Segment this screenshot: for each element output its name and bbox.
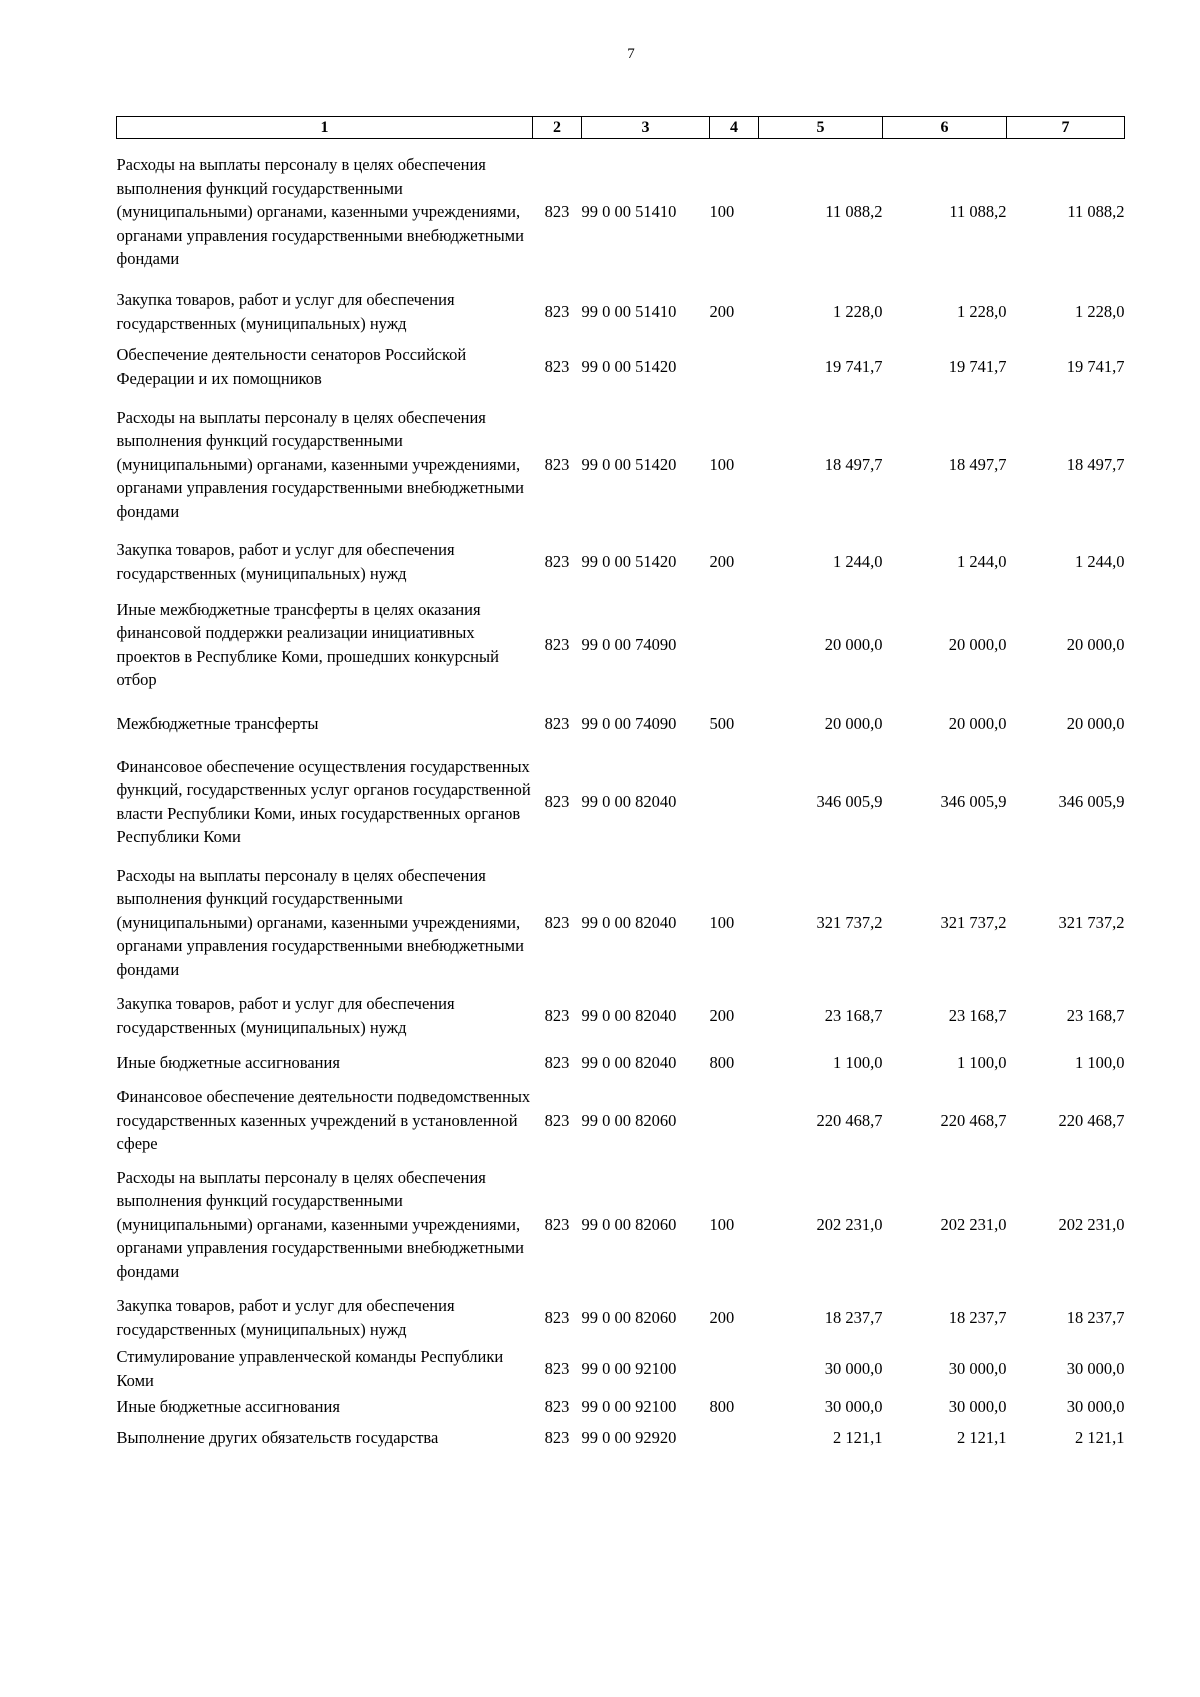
department-code: 823 <box>544 454 570 474</box>
column-header: 1 <box>117 117 533 139</box>
department-code: 823 <box>544 1307 570 1327</box>
target-article-code: 99 0 00 82040 <box>581 791 677 811</box>
amount-column-7: 20 000,0 <box>1066 713 1125 733</box>
target-article-code: 99 0 00 82040 <box>581 912 677 932</box>
amount-column-7: 30 000,0 <box>1066 1396 1125 1416</box>
row-description: Иные бюджетные ассигнования <box>116 1396 340 1416</box>
target-article-code: 99 0 00 82060 <box>581 1214 677 1234</box>
amount-column-6: 30 000,0 <box>948 1396 1007 1416</box>
column-header: 4 <box>710 117 759 139</box>
amount-column-6: 18 237,7 <box>948 1307 1007 1327</box>
department-code: 823 <box>544 1358 570 1378</box>
amount-column-7: 1 100,0 <box>1075 1052 1125 1072</box>
amount-column-6: 346 005,9 <box>940 791 1007 811</box>
amount-column-6: 18 497,7 <box>948 454 1007 474</box>
target-article-code: 99 0 00 51420 <box>581 551 677 571</box>
expense-type-code: 100 <box>709 454 735 474</box>
target-article-code: 99 0 00 82060 <box>581 1110 677 1130</box>
expense-type-code: 100 <box>709 912 735 932</box>
amount-column-5: 30 000,0 <box>824 1358 883 1378</box>
target-article-code: 99 0 00 51420 <box>581 356 677 376</box>
expense-type-code <box>710 339 759 395</box>
department-code: 823 <box>544 713 570 733</box>
expense-type-code: 500 <box>709 713 735 733</box>
department-code: 823 <box>544 1005 570 1025</box>
amount-column-6: 1 244,0 <box>957 551 1007 571</box>
table-row <box>117 1159 1125 1291</box>
table-row <box>117 1421 1125 1455</box>
amount-column-5: 11 088,2 <box>825 202 883 221</box>
department-code: 823 <box>544 634 570 654</box>
amount-column-5: 1 100,0 <box>833 1052 883 1072</box>
amount-column-5: 1 228,0 <box>833 301 883 321</box>
amount-column-7: 220 468,7 <box>1058 1110 1125 1130</box>
table-row <box>117 747 1125 857</box>
amount-column-5: 202 231,0 <box>816 1214 883 1234</box>
amount-column-5: 19 741,7 <box>824 356 883 376</box>
expense-type-code <box>710 589 759 701</box>
amount-column-7: 346 005,9 <box>1058 791 1125 811</box>
row-description: Иные бюджетные ассигнования <box>116 1052 340 1072</box>
expense-type-code: 200 <box>709 551 735 571</box>
table-row <box>117 589 1125 701</box>
column-header: 5 <box>759 117 883 139</box>
amount-column-5: 20 000,0 <box>824 634 883 654</box>
budget-table <box>116 116 1125 1455</box>
expense-type-code <box>710 1083 759 1159</box>
amount-column-6: 1 228,0 <box>957 301 1007 321</box>
amount-column-5: 346 005,9 <box>816 791 883 811</box>
amount-column-7: 18 497,7 <box>1066 454 1125 474</box>
row-description: Выполнение других обязательств государства <box>116 1427 439 1447</box>
table-row <box>117 535 1125 589</box>
column-header: 7 <box>1007 117 1125 139</box>
amount-column-6: 23 168,7 <box>948 1005 1007 1025</box>
expense-type-code <box>710 1421 759 1455</box>
amount-column-7: 18 237,7 <box>1066 1307 1125 1327</box>
table-row <box>117 139 1125 285</box>
expense-type-code: 800 <box>709 1396 735 1416</box>
row-description: Обеспечение деятельности сенаторов Российской Федерации и их помощников <box>116 345 467 388</box>
amount-column-7: 20 000,0 <box>1066 634 1125 654</box>
amount-column-6: 202 231,0 <box>940 1214 1007 1234</box>
header-row <box>117 117 1125 139</box>
department-code: 823 <box>544 301 570 321</box>
department-code: 823 <box>544 356 570 376</box>
target-article-code: 99 0 00 51410 <box>581 301 677 321</box>
row-description: Расходы на выплаты персоналу в целях обеспечения выполнения функций государственными (муниципальными) органами, казенными учреждениями, органами управления государственными внебюджетными фондами <box>116 155 524 268</box>
target-article-code: 99 0 00 74090 <box>581 634 677 654</box>
department-code: 823 <box>544 551 570 571</box>
expense-type-code: 200 <box>709 1005 735 1025</box>
table-row <box>117 857 1125 989</box>
expense-type-code: 800 <box>709 1052 735 1072</box>
amount-column-5: 30 000,0 <box>824 1396 883 1416</box>
table-row <box>117 395 1125 535</box>
amount-column-7: 1 244,0 <box>1075 551 1125 571</box>
expense-type-code <box>710 1345 759 1393</box>
target-article-code: 99 0 00 82060 <box>581 1307 677 1327</box>
amount-column-7: 202 231,0 <box>1058 1214 1125 1234</box>
amount-column-6: 20 000,0 <box>948 634 1007 654</box>
amount-column-6: 19 741,7 <box>948 356 1007 376</box>
target-article-code: 99 0 00 92100 <box>581 1396 677 1416</box>
amount-column-5: 1 244,0 <box>833 551 883 571</box>
target-article-code: 99 0 00 82040 <box>581 1052 677 1072</box>
row-description: Закупка товаров, работ и услуг для обеспечения государственных (муниципальных) нужд <box>116 290 455 333</box>
row-description: Закупка товаров, работ и услуг для обеспечения государственных (муниципальных) нужд <box>116 994 455 1037</box>
table-row <box>117 1083 1125 1159</box>
column-header: 3 <box>582 117 710 139</box>
amount-column-5: 321 737,2 <box>816 912 883 932</box>
target-article-code: 99 0 00 51410 <box>581 202 677 221</box>
amount-column-6: 321 737,2 <box>940 912 1007 932</box>
column-header: 6 <box>883 117 1007 139</box>
amount-column-7: 321 737,2 <box>1058 912 1125 932</box>
amount-column-5: 18 497,7 <box>824 454 883 474</box>
target-article-code: 99 0 00 74090 <box>581 713 677 733</box>
amount-column-5: 220 468,7 <box>816 1110 883 1130</box>
expense-type-code <box>710 747 759 857</box>
page-number: 7 <box>627 46 635 62</box>
target-article-code: 99 0 00 92920 <box>581 1427 677 1447</box>
amount-column-5: 18 237,7 <box>824 1307 883 1327</box>
department-code: 823 <box>544 1052 570 1072</box>
expense-type-code: 100 <box>709 202 735 221</box>
table-row <box>117 1345 1125 1393</box>
amount-column-7: 19 741,7 <box>1066 356 1125 376</box>
amount-column-5: 23 168,7 <box>824 1005 883 1025</box>
row-description: Финансовое обеспечение осуществления государственных функций, государственных услуг органов государственной власти Республики Коми, иных государственных органов Республики Коми <box>116 756 531 846</box>
amount-column-6: 11 088,2 <box>949 202 1007 221</box>
amount-column-6: 1 100,0 <box>957 1052 1007 1072</box>
row-description: Закупка товаров, работ и услуг для обеспечения государственных (муниципальных) нужд <box>116 540 455 583</box>
expense-type-code: 200 <box>709 1307 735 1327</box>
table-row <box>117 989 1125 1043</box>
department-code: 823 <box>544 1396 570 1416</box>
expense-type-code: 100 <box>709 1214 735 1234</box>
amount-column-6: 220 468,7 <box>940 1110 1007 1130</box>
amount-column-6: 30 000,0 <box>948 1358 1007 1378</box>
amount-column-6: 20 000,0 <box>948 713 1007 733</box>
row-description: Закупка товаров, работ и услуг для обеспечения государственных (муниципальных) нужд <box>116 1296 455 1339</box>
row-description: Финансовое обеспечение деятельности подведомственных государственных казенных учреждений в установленной сфере <box>116 1087 531 1154</box>
target-article-code: 99 0 00 51420 <box>581 454 677 474</box>
column-header: 2 <box>533 117 582 139</box>
target-article-code: 99 0 00 82040 <box>581 1005 677 1025</box>
table-row <box>117 701 1125 747</box>
department-code: 823 <box>544 1427 570 1447</box>
table-row <box>117 339 1125 395</box>
amount-column-5: 20 000,0 <box>824 713 883 733</box>
target-article-code: 99 0 00 92100 <box>581 1358 677 1378</box>
department-code: 823 <box>544 912 570 932</box>
row-description: Межбюджетные трансферты <box>116 713 319 733</box>
department-code: 823 <box>544 791 570 811</box>
amount-column-7: 30 000,0 <box>1066 1358 1125 1378</box>
row-description: Стимулирование управленческой команды Республики Коми <box>116 1347 504 1390</box>
department-code: 823 <box>544 1110 570 1130</box>
row-description: Расходы на выплаты персоналу в целях обеспечения выполнения функций государственными (муниципальными) органами, казенными учреждениями, органами управления государственными внебюджетными фондами <box>116 1167 524 1281</box>
amount-column-5: 2 121,1 <box>833 1427 883 1447</box>
table-row <box>117 1043 1125 1083</box>
table-row <box>117 1291 1125 1345</box>
table-row <box>117 1393 1125 1421</box>
amount-column-7: 1 228,0 <box>1075 301 1125 321</box>
expense-type-code: 200 <box>709 301 735 321</box>
table-row <box>117 285 1125 339</box>
row-description: Расходы на выплаты персоналу в целях обеспечения выполнения функций государственными (муниципальными) органами, казенными учреждениями, органами управления государственными внебюджетными фондами <box>116 407 524 521</box>
amount-column-7: 23 168,7 <box>1066 1005 1125 1025</box>
department-code: 823 <box>544 1214 570 1234</box>
row-description: Расходы на выплаты персоналу в целях обеспечения выполнения функций государственными (муниципальными) органами, казенными учреждениями, органами управления государственными внебюджетными фондами <box>116 865 524 979</box>
amount-column-7: 2 121,1 <box>1075 1427 1125 1447</box>
department-code: 823 <box>544 202 570 221</box>
table-body <box>117 139 1125 1455</box>
row-description: Иные межбюджетные трансферты в целях оказания финансовой поддержки реализации инициативных проектов в Республике Коми, прошедших конкурсный отбор <box>116 599 499 689</box>
amount-column-6: 2 121,1 <box>957 1427 1007 1447</box>
amount-column-7: 11 088,2 <box>1067 202 1125 221</box>
